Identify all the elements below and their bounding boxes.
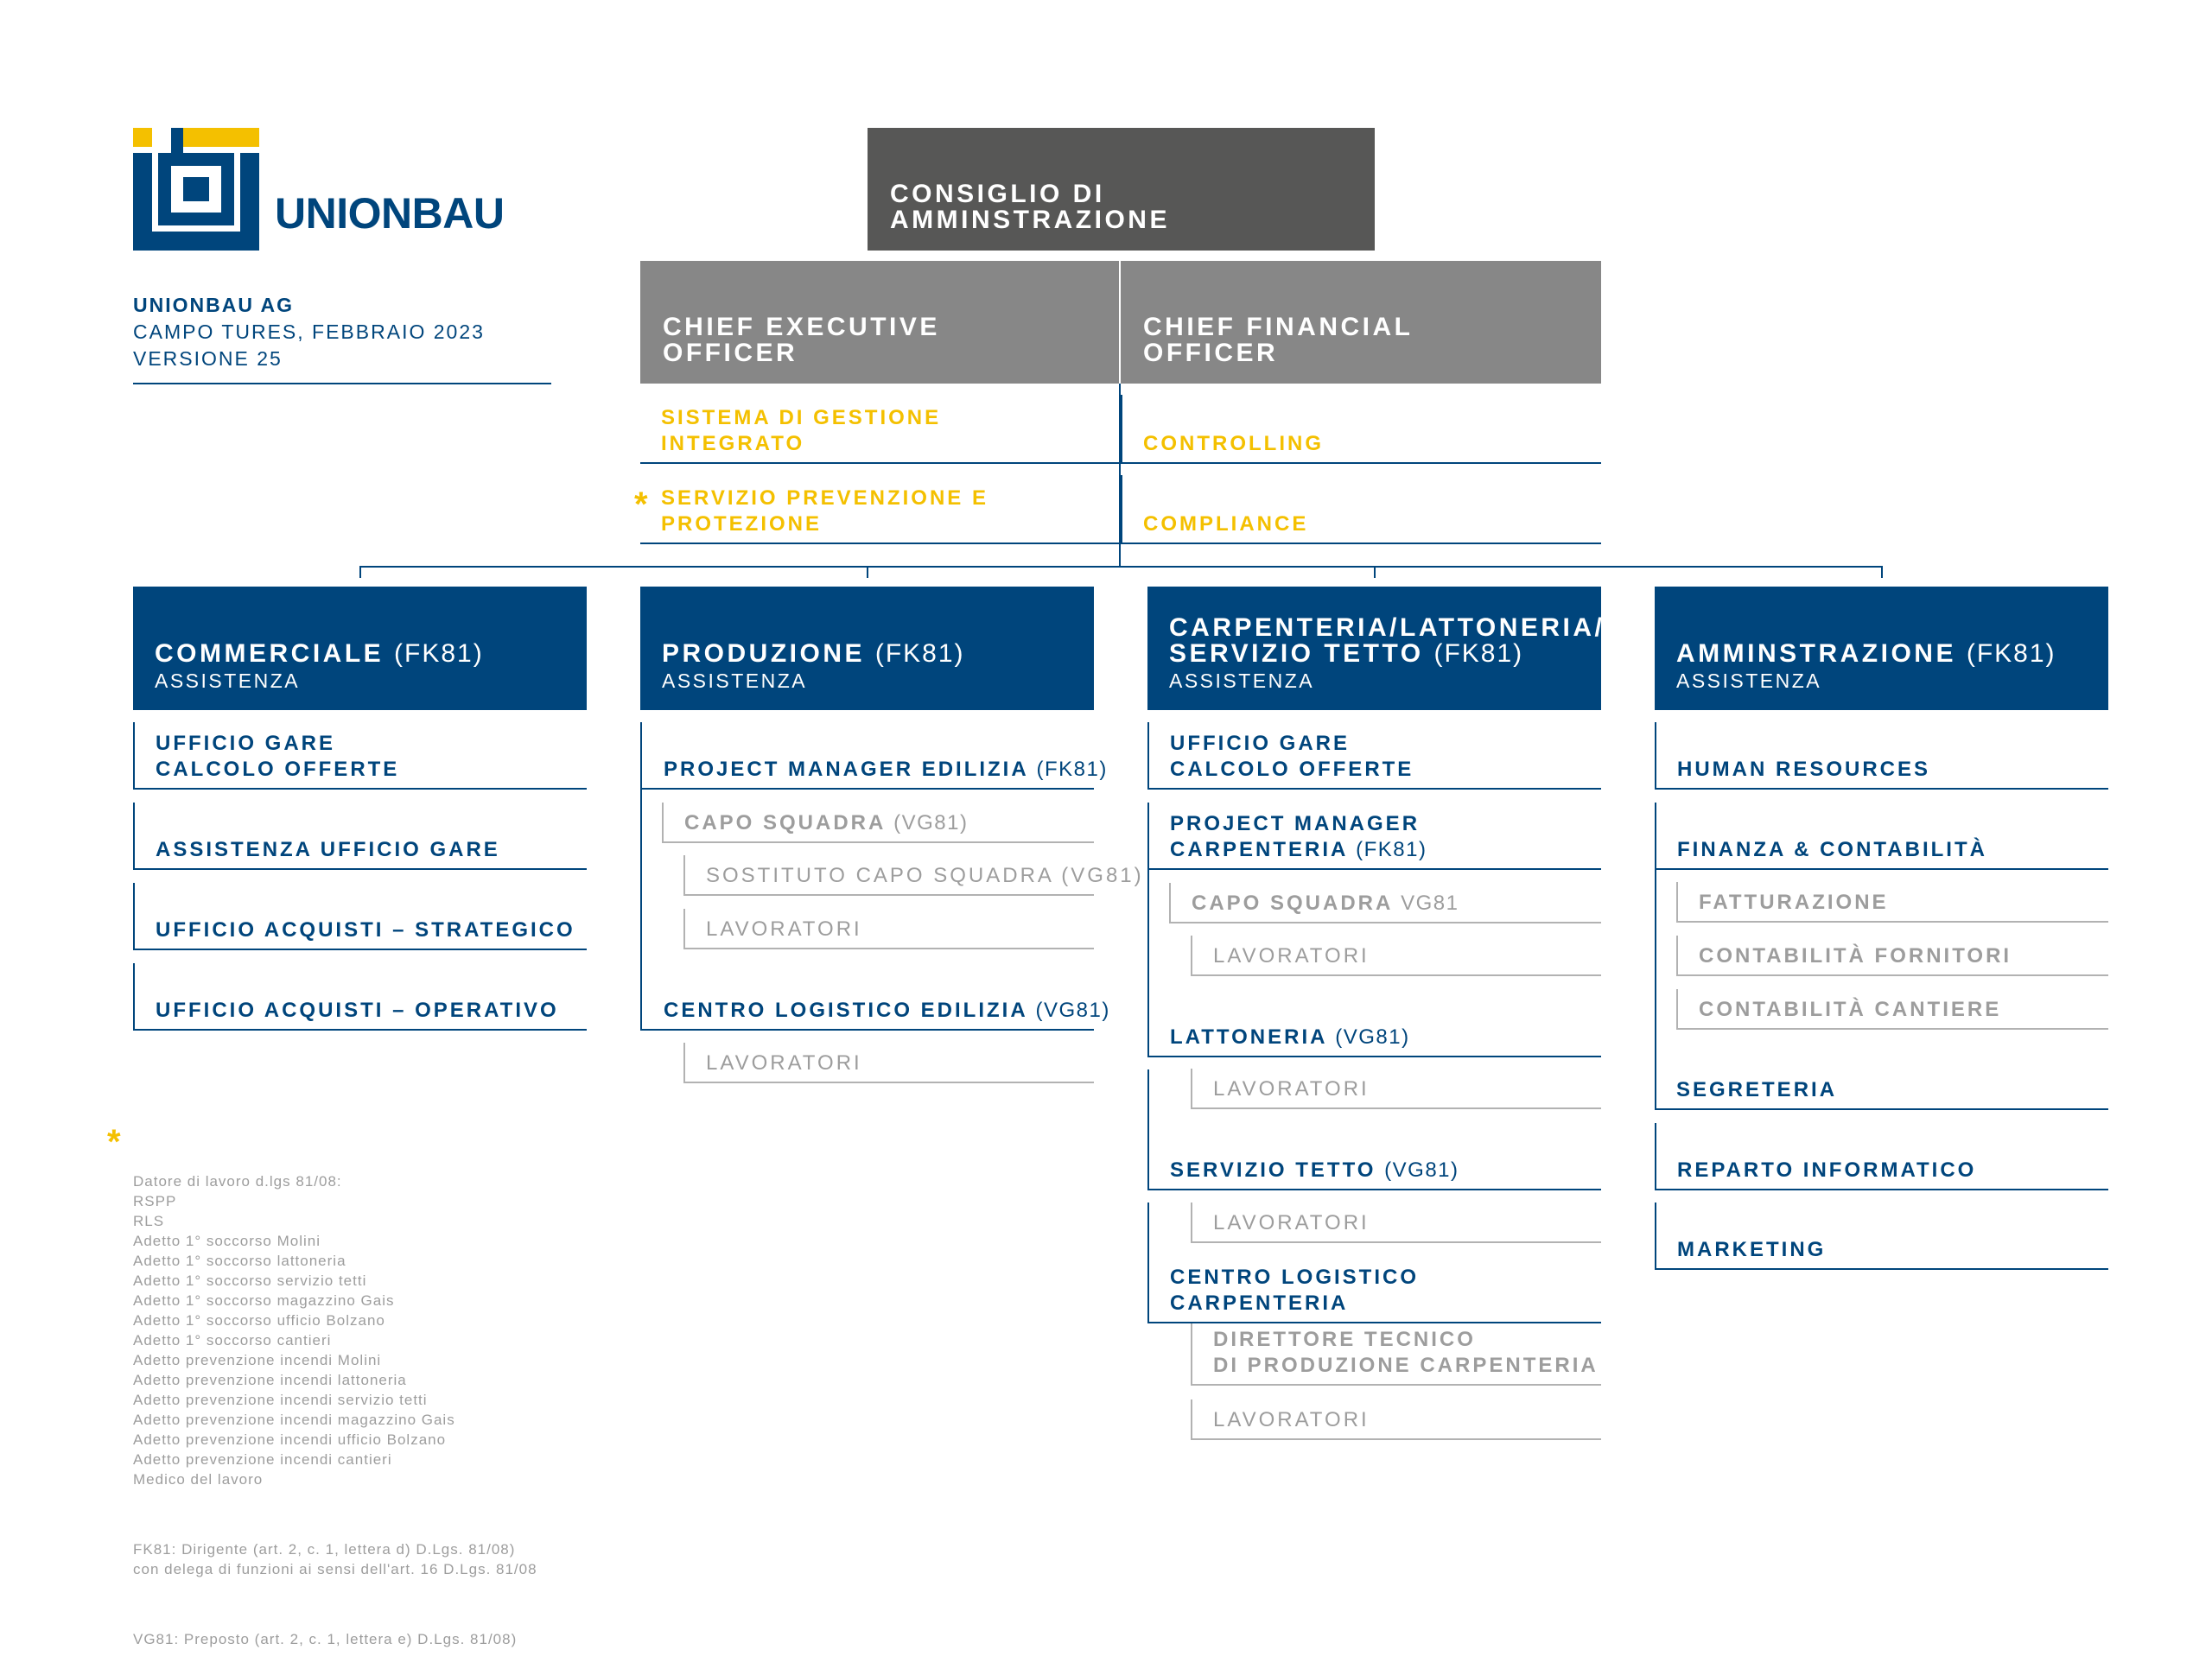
item-line: SOSTITUTO CAPO SQUADRA (VG81)	[706, 864, 1144, 887]
item-line: LAVORATORI	[1213, 1408, 1370, 1431]
carpenteria-item	[1147, 990, 1601, 1057]
item-line: CARPENTERIA	[1170, 1291, 1349, 1315]
dept-fk: (FK81)	[394, 639, 484, 668]
amministrazione-subitem	[1676, 989, 2108, 1030]
item-line: LAVORATORI	[1213, 1211, 1370, 1234]
item-line: LAVORATORI	[706, 1051, 862, 1075]
dept-fk: (FK81)	[1433, 639, 1524, 668]
dept-commerciale	[133, 587, 587, 710]
company-info	[133, 292, 485, 372]
carpenteria-subitem	[1191, 1399, 1601, 1440]
item-line: ASSISTENZA UFFICIO GARE	[156, 838, 500, 861]
item-line: CALCOLO OFFERTE	[1170, 758, 1414, 781]
connector-drop	[1374, 566, 1376, 578]
ceo-item-sgi	[640, 395, 1119, 464]
version: VERSIONE 25	[133, 347, 283, 370]
produzione-subitem	[662, 803, 1094, 843]
commerciale-item	[133, 883, 587, 950]
commerciale-item	[133, 963, 587, 1031]
dept-fk: (FK81)	[1966, 639, 2056, 668]
item-label: PROJECT MANAGER EDILIZIA	[664, 758, 1028, 781]
amministrazione-subitem	[1676, 936, 2108, 976]
item-line: COMPLIANCE	[1143, 512, 1309, 536]
item-fk: (VG81)	[1035, 999, 1110, 1022]
connector-drop	[359, 566, 361, 578]
dept-carpenteria	[1147, 587, 1605, 710]
item-label: CAPO SQUADRA	[1192, 892, 1393, 915]
item-label: LATTONERIA	[1170, 1025, 1327, 1049]
dept-fk: (FK81)	[874, 639, 965, 668]
item-label: CENTRO LOGISTICO EDILIZIA	[664, 999, 1027, 1022]
item-line: CONTROLLING	[1143, 432, 1324, 455]
produzione-item	[640, 722, 1108, 790]
divider	[133, 383, 551, 384]
board-title-line2: AMMINSTRAZIONE	[890, 206, 1170, 234]
connector-drop	[1881, 566, 1883, 578]
item-line: FINANZA & CONTABILITÀ	[1677, 838, 1987, 861]
board-title-line1: CONSIGLIO DI	[890, 180, 1105, 208]
connector-bar	[359, 566, 1883, 568]
dept-sub: ASSISTENZA	[155, 670, 301, 692]
exec-divider	[1119, 261, 1121, 384]
item-line: LAVORATORI	[1213, 944, 1370, 968]
amministrazione-item	[1655, 1203, 2108, 1270]
item-line: CENTRO LOGISTICO	[1170, 1266, 1419, 1289]
footnotes	[133, 1132, 537, 1669]
ceo-title-line2: OFFICER	[663, 339, 798, 367]
asterisk-marker: *	[107, 1123, 121, 1161]
amministrazione-item	[1655, 722, 2108, 790]
item-line: CALCOLO OFFERTE	[156, 758, 400, 781]
item-line: UFFICIO ACQUISTI – STRATEGICO	[156, 918, 575, 942]
amministrazione-subitem	[1676, 882, 2108, 923]
amministrazione-item	[1655, 803, 2108, 870]
commerciale-item	[133, 722, 587, 790]
dept-amministrazione	[1655, 587, 2108, 710]
dept-sub: ASSISTENZA	[1676, 670, 1822, 692]
cfo-item-controlling	[1121, 395, 1601, 464]
item-line: SERVIZIO PREVENZIONE E	[661, 486, 988, 510]
connector-trunk	[1119, 384, 1121, 567]
item-fk: (VG81)	[1384, 1158, 1459, 1182]
amministrazione-item-segreteria: SEGRETERIA	[1676, 1078, 1838, 1101]
place-date: CAMPO TURES, FEBBRAIO 2023	[133, 320, 485, 343]
item-line: DIRETTORE TECNICO	[1213, 1328, 1476, 1351]
cfo-title-line2: OFFICER	[1143, 339, 1279, 367]
item-line: UFFICIO GARE	[156, 732, 335, 755]
logo-wordmark: UNIONBAU	[275, 189, 505, 238]
dept-sub: ASSISTENZA	[662, 670, 808, 692]
carpenteria-subitem	[1169, 883, 1601, 923]
item-line: CONTABILITÀ CANTIERE	[1699, 998, 2002, 1021]
cfo-item-compliance	[1121, 475, 1601, 544]
carpenteria-item	[1147, 722, 1601, 790]
item-line: LAVORATORI	[706, 917, 862, 941]
item-line: LAVORATORI	[1213, 1077, 1370, 1101]
item-fk: VG81	[1401, 892, 1459, 915]
notes-vg81: VG81: Preposto (art. 2, c. 1, lettera e) D.Lgs. 81/08)	[133, 1631, 518, 1647]
produzione-subitem	[683, 909, 1094, 949]
notes-fk81: FK81: Dirigente (art. 2, c. 1, lettera d) D.Lgs. 81/08) con delega di funzioni ai sensi dell'art. 16 D.Lgs. 81/08	[133, 1541, 537, 1577]
amministrazione-rule	[1655, 1108, 2108, 1110]
item-fk: (FK81)	[1356, 838, 1427, 861]
ceo-item-spp	[640, 475, 1119, 544]
item-line: UFFICIO ACQUISTI – OPERATIVO	[156, 999, 559, 1022]
dept-title-line1: CARPENTERIA/LATTONERIA/	[1169, 613, 1605, 642]
board-box	[868, 128, 1375, 251]
company-name: UNIONBAU AG	[133, 294, 294, 316]
item-line: MARKETING	[1677, 1238, 1827, 1261]
produzione-item	[640, 963, 1110, 1031]
ceo-box	[640, 261, 1121, 384]
item-fk: (VG81)	[1335, 1025, 1410, 1049]
asterisk-marker: *	[634, 485, 648, 524]
ceo-title-line1: CHIEF EXECUTIVE	[663, 313, 940, 341]
cfo-box	[1121, 261, 1601, 384]
carpenteria-subitem	[1191, 936, 1601, 976]
item-line: UFFICIO GARE	[1170, 732, 1350, 755]
item-line: HUMAN RESOURCES	[1677, 758, 1931, 781]
dept-sub: ASSISTENZA	[1169, 670, 1315, 692]
item-line: FATTURAZIONE	[1699, 891, 1889, 914]
item-line: REPARTO INFORMATICO	[1677, 1158, 1977, 1182]
item-line: PROJECT MANAGER	[1170, 812, 1421, 835]
item-line: SISTEMA DI GESTIONE	[661, 406, 942, 429]
item-line: PROTEZIONE	[661, 512, 823, 536]
item-fk: (VG81)	[893, 811, 969, 834]
item-label: CARPENTERIA	[1170, 838, 1348, 861]
cfo-title-line1: CHIEF FINANCIAL	[1143, 313, 1414, 341]
item-label: SERVIZIO TETTO	[1170, 1158, 1376, 1182]
dept-title: AMMINSTRAZIONE	[1676, 639, 1956, 668]
carpenteria-item	[1147, 803, 1601, 870]
dept-produzione	[640, 587, 1094, 710]
produzione-subitem	[683, 1043, 1094, 1083]
notes-list: Datore di lavoro d.lgs 81/08: RSPP RLS Adetto 1° soccorso Molini Adetto 1° soccorso lattoneria Adetto 1° soccorso servizio tetti Adetto 1° soccorso magazzino Gais Adetto 1° soccorso ufficio Bolzano Adetto 1° soccorso cantieri Adetto prevenzione incendi Molini Adetto prevenzione incendi lattoneria Adetto prevenzione incendi servizio tetti Adetto prevenzione incendi magazzino Gais Adetto prevenzione incendi ufficio Bolzano Adetto prevenzione incendi cantieri Medico del lavoro	[133, 1173, 455, 1488]
amministrazione-spine	[1655, 870, 1656, 1110]
item-line: DI PRODUZIONE CARPENTERIA	[1213, 1354, 1599, 1377]
item-fk: (FK81)	[1036, 758, 1108, 781]
dept-title-line2: SERVIZIO TETTO	[1169, 639, 1424, 668]
produzione-subitem	[683, 855, 1144, 896]
carpenteria-subitem	[1191, 1323, 1601, 1386]
unionbau-logo-icon	[133, 128, 259, 251]
connector-drop	[867, 566, 868, 578]
item-line: INTEGRATO	[661, 432, 805, 455]
dept-title: PRODUZIONE	[662, 639, 866, 668]
carpenteria-item	[1147, 1203, 1601, 1323]
dept-title: COMMERCIALE	[155, 639, 385, 668]
carpenteria-item	[1147, 1069, 1601, 1190]
amministrazione-item	[1655, 1123, 2108, 1190]
item-line: CONTABILITÀ FORNITORI	[1699, 944, 2012, 968]
commerciale-item	[133, 803, 587, 870]
item-label: CAPO SQUADRA	[684, 811, 886, 834]
